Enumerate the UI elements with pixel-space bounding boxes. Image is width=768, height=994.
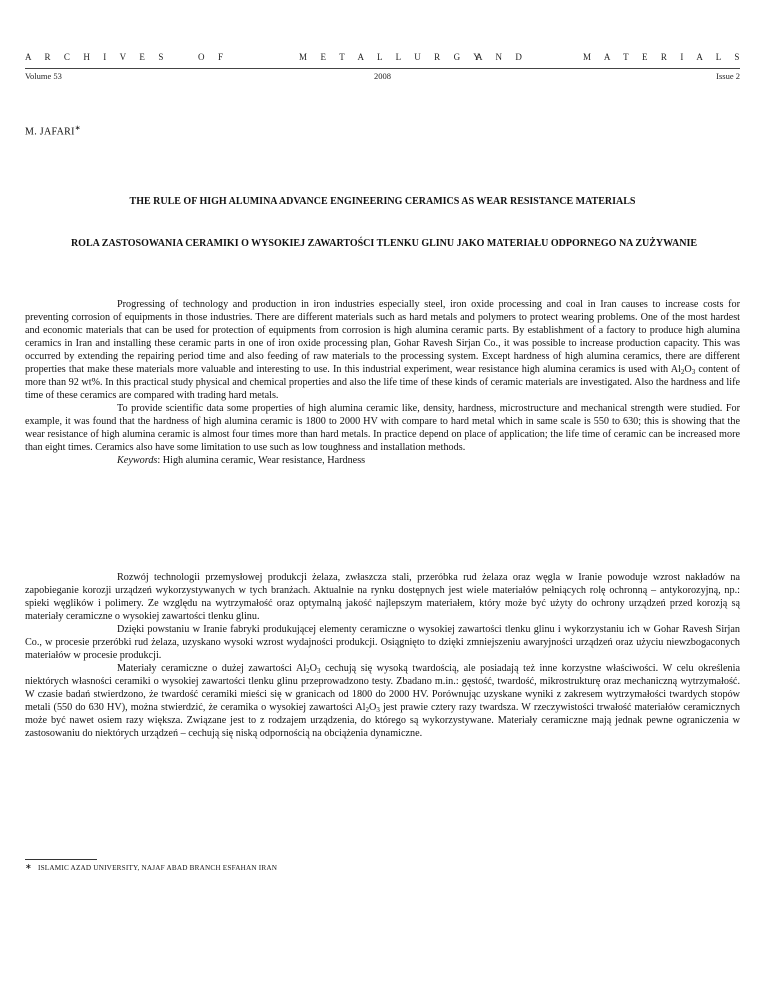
keywords [25,454,740,467]
abstract-en-paragraph-2: To provide scientific data some properties of high alumina ceramic like, density, hardness, microstructure and mechanical strength were studied. For example, it was found that the hardness of high alumina ceramic is 1800 to 2000 HV with compare to hard metal which in same scale is 550 to 630; this is showing that the wear resistance of high alumina ceramic is almost four times more than hard metals. In practice depend on place of application; the life time of ceramic can be increased more than eight times. Ceramics also have some limitation to use such as low toughness and installation methods. [25,403,740,453]
abstract-en-paragraph-1: Progressing of technology and production in iron industries especially steel, iron oxide processing and coal in Iran causes to increase costs for preventing corrosion of equipments in those industries. There are different materials such as hard metals and polymers to protect wearing problems. One of the most hardest and economic materials that can be used for protection of equipments from corrosion is high alumina ceramic parts. By establishment of a factory to produce high alumina ceramics in Iran and installing these ceramic parts in one of iron oxide processing plan, Gohar Ravesh Sirjan Co., it was possible to increase production capacity. This was occurred by extending the repairing period time and also feeding of raw materials to the processing system. Except hardness of high alumina ceramics, there are different properties that make these materials more valuable and interesting to use. In this industrial experiment, wear resistance high alumina ceramics is used with $Al_2O_3$ content of more than 92 wt%. In this practical study physical and chemical properties and also the life time of these kinds of ceramic materials are investigated. Also the hardness and life time of these ceramics are compared with trading hard metals. [25,299,740,401]
issue-label: Issue 2 [716,71,740,81]
title-polish: ROLA ZASTOSOWANIA CERAMIKI O WYSOKIEJ ZAWARTOŚCI TLENKU GLINU JAKO MATERIAŁU ODPORNEGO NA ZUŻYWANIE [70,238,698,249]
abstract-english [25,298,740,467]
abstract-pl-paragraph-1: Rozwój technologii przemysłowej produkcji żelaza, zwłaszcza stali, przeróbka rud żelaza oraz węgla w Iranie powoduje wzrost nakładów na zapobieganie korozji urządzeń wykorzystywanych w tych branżach. Aktualnie na rynku dostępnych jest wiele materiałów pełniących rolę ochronną – antykorozyjną, np.: spieki węglików i polimery. Ze względu na wytrzymałość oraz optymalną jakość najlepszym materiałem, który może być użyty do ochrony urządzeń przed korozją są materiały ceramiczne o wysokiej zawartości tlenku glinu. [25,572,740,622]
author [25,124,81,137]
footnote-rule [25,859,97,860]
abstract-polish [25,571,740,740]
author-name: M. JAFARI [25,126,75,138]
issue-info [25,71,740,83]
header-word-metallurgy: M E T A L L U R G Y [299,52,486,62]
header-word-materials: M A T E R I A L S [582,52,745,62]
header-rule [25,68,740,69]
keywords-label: Keywords [117,455,158,466]
volume-label: Volume 53 [25,71,62,81]
header-word-archives: A R C H I V E S [25,52,169,62]
title-english: THE RULE OF HIGH ALUMINA ADVANCE ENGINEERING CERAMICS AS WEAR RESISTANCE MATERIALS [129,196,636,207]
author-footnote-mark: ∗ [74,124,81,132]
footnote-affiliation: ISLAMIC AZAD UNIVERSITY, NAJAF ABAD BRANCH ESFAHAN IRAN [38,864,278,872]
header-word-of: O F [198,52,229,62]
year-label: 2008 [374,71,391,81]
keywords-text: : High alumina ceramic, Wear resistance, Hardness [157,455,366,466]
abstract-pl-paragraph-2: Dzięki powstaniu w Iranie fabryki produkującej elementy ceramiczne o wysokiej zawartości tlenku glinu i wykorzystaniu ich w Gohar Ravesh Sirjan Co., w procesie przeróbki rud żelaza, uzyskano wysoki wzrost wydajności produkcji. Osiągnięto to dzięki zmniejszeniu awaryjności urządzeń oraz użyciu niewzbogaconych materiałów w procesie produkcji. [25,624,740,661]
footnote-mark: ∗ [25,862,32,871]
header-word-and: A N D [476,52,528,62]
abstract-pl-paragraph-3: Materiały ceramiczne o dużej zawartości $Al_2O_3$ cechują się wysoką twardością, ale posiadają też inne korzystne właściwości. W celu określenia niektórych własności ceramiki o wysokiej zawartości tlenku glinu przeprowadzono testy. Zbadano m.in.: gęstość, twardość, mikrostrukturę oraz mechaniczną wytrzymałość. W czasie badań stwierdzono, że twardość ceramiki mieści się w granicach od 1800 do 2000 HV. Porównując uzyskane wyniki z zakresem wytrzymałości twardych stopów metali (550 do 630 HV), można stwierdzić, że ceramika o wysokiej zawartości $Al_2O_3$ jest prawie cztery razy twardsza. W rzeczywistości trwałość materiałów ceramicznych może być nawet osiem razy większa. Związane jest to z rodzajem urządzenia, do którego są wykorzystywane. Materiały ceramiczne mają jednak pewne ograniczenia w zastosowaniu do niektórych urządzeń – cechują się niską odpornością na obciążenia dynamiczne. [25,663,740,739]
journal-series-header [25,52,745,66]
